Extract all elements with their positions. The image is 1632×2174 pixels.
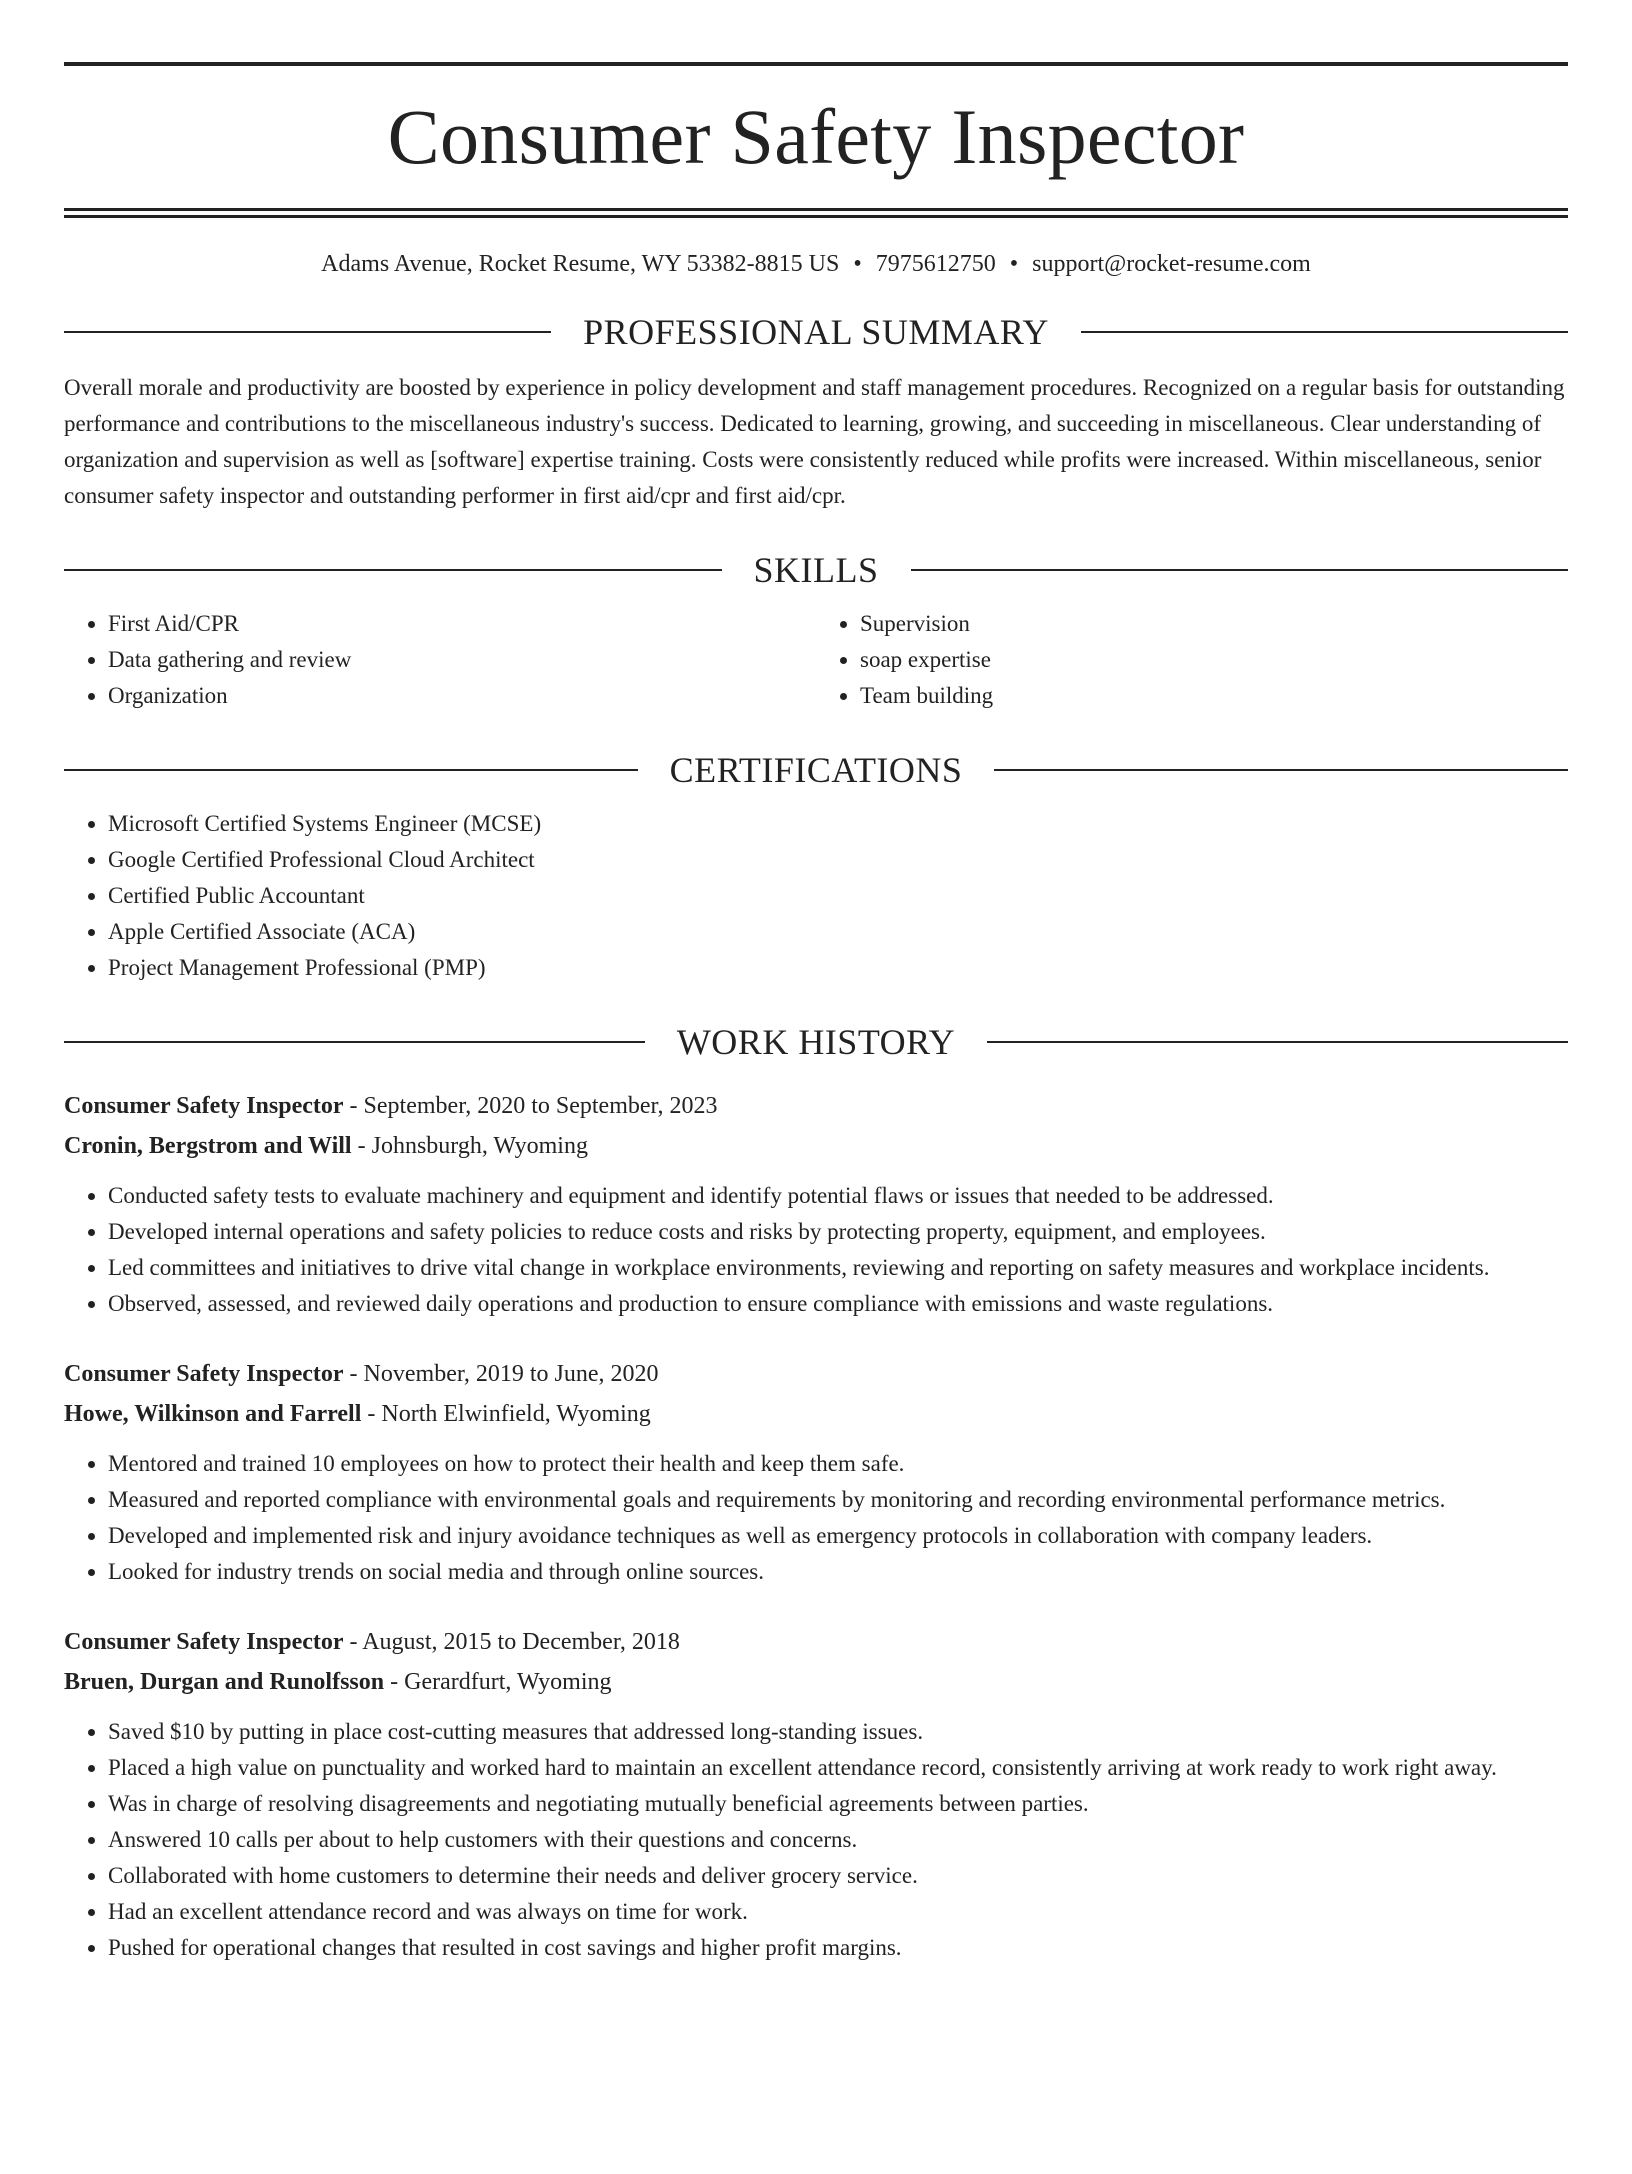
job-location: Gerardfurt, Wyoming [404,1669,612,1695]
job-bullets [64,1446,1568,1590]
job-bullet: • Saved $10 by putting in place cost-cutting measures that addressed long-standing issues. [108,1714,1568,1750]
job-bullet: • Measured and reported compliance with environmental goals and requirements by monitoring and recording environmental performance metrics. [108,1482,1568,1518]
job-bullet: • Developed and implemented risk and injury avoidance techniques as well as emergency protocols in collaboration with company leaders. [108,1518,1568,1554]
resume-page [0,62,1632,2174]
section-title-summary: PROFESSIONAL SUMMARY [583,312,1049,352]
job-entry [64,1622,1568,1966]
job-company-line [64,1126,1568,1166]
contact-line [64,252,1568,276]
section-rule-left [64,1041,645,1043]
job-dates: September, 2020 to September, 2023 [363,1093,718,1119]
job-bullet: • Placed a high value on punctuality and worked hard to maintain an excellent attendance record, consistently arriving at work ready to work right away. [108,1750,1568,1786]
job-bullet: • Developed internal operations and safety policies to reduce costs and risks by protecting property, equipment, and employees. [108,1214,1568,1250]
skill-item: • First Aid/CPR [108,606,816,642]
section-rule-left [64,769,638,771]
job-bullets [64,1178,1568,1322]
certification-item: • Project Management Professional (PMP) [108,950,1568,986]
section-rule-left [64,331,551,333]
job-title-line [64,1622,1568,1662]
certification-item: • Google Certified Professional Cloud Architect [108,842,1568,878]
job-dash: - [384,1669,405,1695]
job-entry [64,1354,1568,1590]
certifications-list [64,806,1568,986]
skill-item: • Team building [860,678,1568,714]
job-title-line [64,1086,1568,1126]
job-dates: November, 2019 to June, 2020 [363,1361,659,1387]
job-company: Cronin, Bergstrom and Will [64,1133,352,1159]
job-company: Bruen, Durgan and Runolfsson [64,1669,385,1695]
section-header-work-history [64,1024,1568,1060]
job-company-line [64,1662,1568,1702]
contact-separator: • [853,251,862,277]
header-top-rule [64,62,1568,66]
job-company: Howe, Wilkinson and Farrell [64,1401,362,1427]
header-double-rule [64,208,1568,218]
skill-item: • Supervision [860,606,1568,642]
job-role: Consumer Safety Inspector [64,1093,344,1119]
job-dates: August, 2015 to December, 2018 [362,1629,680,1655]
section-title-work-history: WORK HISTORY [676,1022,956,1062]
job-bullets [64,1714,1568,1966]
job-dash: - [343,1093,364,1119]
section-header-certifications [64,752,1568,788]
job-bullet: • Conducted safety tests to evaluate machinery and equipment and identify potential flaws or issues that needed to be addressed. [108,1178,1568,1214]
job-title-line [64,1354,1568,1394]
job-bullet: • Pushed for operational changes that resulted in cost savings and higher profit margins. [108,1930,1568,1966]
candidate-name: Consumer Safety Inspector [387,93,1245,180]
skills-columns [64,606,1568,714]
contact-phone: 7975612750 [875,251,996,277]
section-title-skills: SKILLS [753,550,879,590]
job-bullet: • Looked for industry trends on social media and through online sources. [108,1554,1568,1590]
skill-item: • soap expertise [860,642,1568,678]
contact-address: Adams Avenue, Rocket Resume, WY 53382-8815 US [321,251,840,277]
skills-list-right [816,606,1568,714]
section-header-skills [64,552,1568,588]
job-location: Johnsburgh, Wyoming [371,1133,588,1159]
job-bullet: • Observed, assessed, and reviewed daily operations and production to ensure compliance with emissions and waste regulations. [108,1286,1568,1322]
skill-item: • Organization [108,678,816,714]
certification-item: • Certified Public Accountant [108,878,1568,914]
certification-item: • Apple Certified Associate (ACA) [108,914,1568,950]
contact-separator: • [1009,251,1019,277]
job-company-line [64,1394,1568,1434]
summary-text: Overall morale and productivity are boosted by experience in policy development and staff management procedures. Recognized on a regular basis for outstanding performance and contributions to the miscellaneous industry's success. Dedicated to learning, growing, and succeeding in miscellaneous. Clear understanding of organization and supervision as well as [software] expertise training. Costs were consistently reduced while profits were increased. Within miscellaneous, senior consumer safety inspector and outstanding performer in first aid/cpr and first aid/cpr. [64,375,1565,508]
job-role: Consumer Safety Inspector [64,1629,344,1655]
section-header-summary [64,314,1568,350]
skills-list-left [64,606,816,714]
job-bullet: • Had an excellent attendance record and was always on time for work. [108,1894,1568,1930]
section-title-certifications: CERTIFICATIONS [669,750,963,790]
skill-item: • Data gathering and review [108,642,816,678]
job-dash: - [351,1133,372,1159]
job-location: North Elwinfield, Wyoming [381,1401,651,1427]
job-bullet: • Collaborated with home customers to determine their needs and deliver grocery service. [108,1858,1568,1894]
job-dash: - [343,1361,364,1387]
contact-email: support@rocket-resume.com [1032,251,1311,277]
section-rule-right [1081,331,1568,333]
section-rule-right [994,769,1568,771]
job-bullet: • Mentored and trained 10 employees on how to protect their health and keep them safe. [108,1446,1568,1482]
job-bullet: • Answered 10 calls per about to help customers with their questions and concerns. [108,1822,1568,1858]
job-entry [64,1086,1568,1322]
job-dash: - [343,1629,363,1655]
job-bullet: • Led committees and initiatives to drive vital change in workplace environments, reviewing and reporting on safety measures and workplace incidents. [108,1250,1568,1286]
section-rule-left [64,569,722,571]
section-rule-right [987,1041,1568,1043]
job-dash: - [361,1401,382,1427]
job-role: Consumer Safety Inspector [64,1361,344,1387]
section-rule-right [911,569,1569,571]
certification-item: • Microsoft Certified Systems Engineer (MCSE) [108,806,1568,842]
job-bullet: • Was in charge of resolving disagreements and negotiating mutually beneficial agreements between parties. [108,1786,1568,1822]
